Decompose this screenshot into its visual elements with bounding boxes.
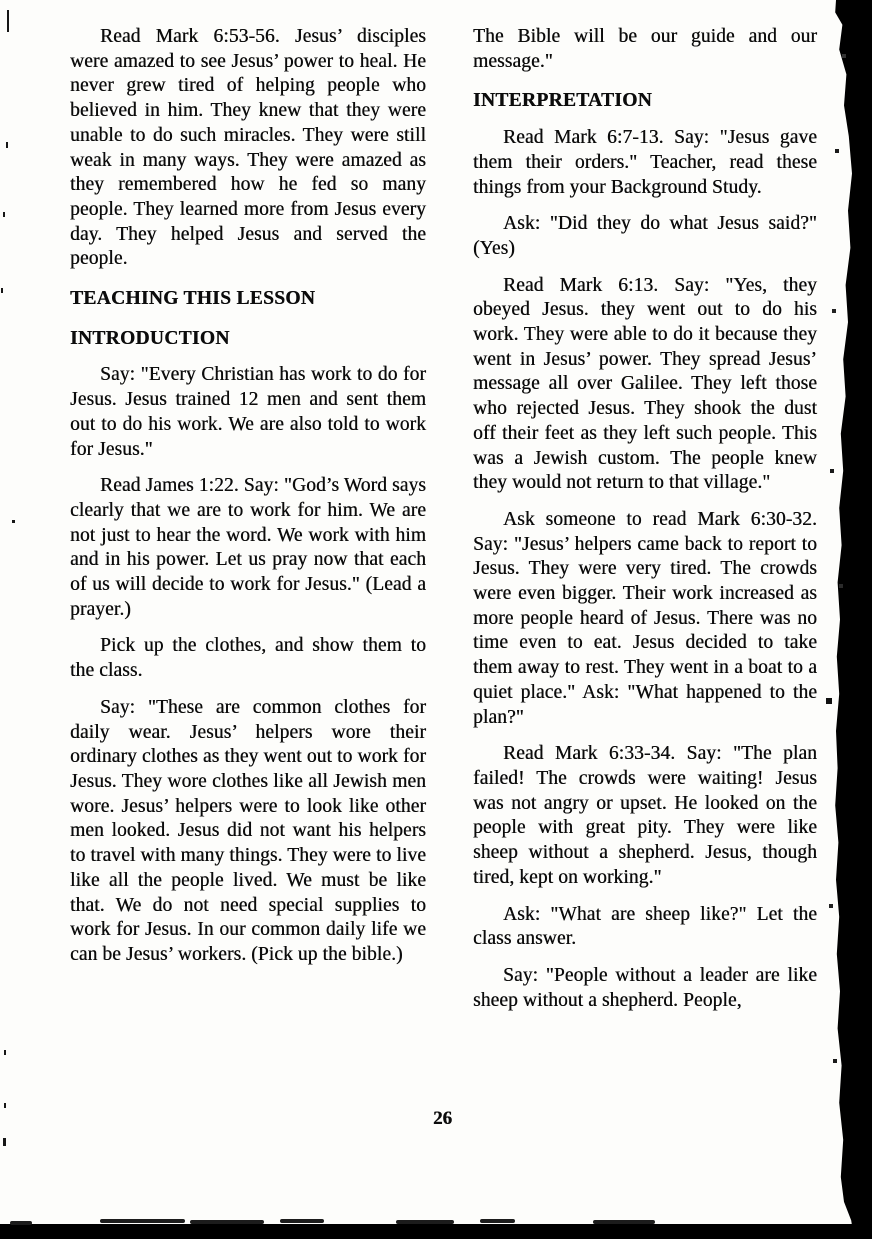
scan-artifact-dash — [100, 1219, 185, 1223]
paragraph: Read Mark 6:7-13. Say: "Jesus gave them their orders." Teacher, read these things from your Background Study. — [473, 127, 817, 198]
scan-artifact-dash — [396, 1220, 454, 1224]
paragraph: Read Mark 6:53-56. Jesus’ disciples were amazed to see Jesus’ power to heal. He never grew tired of helping people who believed in him. They knew that they were unable to do such miracles. They were still weak in many ways. They were amazed as they remembered how he fed so many people. They learned more from Jesus every day. They helped Jesus and served the people. — [70, 26, 426, 270]
scan-artifact-dash — [480, 1219, 515, 1223]
scan-artifact-bottom-bar — [0, 1224, 872, 1239]
section-heading: TEACHING THIS LESSON — [70, 288, 316, 310]
paragraph: Read Mark 6:33-34. Say: "The plan failed! The crowds were waiting! Jesus was not angry or upset. He looked on the people with great pity. They were like sheep without a shepherd. Jesus, though tired, kept on working." — [473, 743, 817, 888]
paragraph: Ask: "Did they do what Jesus said?" (Yes) — [473, 213, 817, 259]
right-column — [473, 25, 817, 1013]
scan-artifact-left-mark — [7, 10, 9, 32]
page-number: 26 — [433, 1108, 452, 1129]
scan-artifact-left-mark — [4, 1103, 6, 1108]
paragraph: Say: "People without a leader are like sheep without a shepherd. People, — [473, 964, 817, 1011]
scan-artifact-dash — [593, 1220, 655, 1224]
paragraph: Say: "These are common clothes for daily wear. Jesus’ helpers wore their ordinary clothes as they went out to work for Jesus. They wore clothes like all Jewish men wore. Jesus’ helpers were to look like other men looked. Jesus did not want his helpers to travel with many things. They were to live like all the people lived. We must be like that. We do not need special supplies to work for Jesus. In our common daily life we can be Jesus’ workers. (Pick up the bible.) — [70, 696, 426, 965]
scan-artifact-left-mark — [3, 1138, 6, 1146]
paragraph: Read James 1:22. Say: "God’s Word says clearly that we are to work for him. We are not just to hear the word. We work with him and in his power. Let us pray now that each of us will decide to work for Jesus." (Lead a prayer.) — [70, 475, 426, 620]
paragraph: The Bible will be our guide and our message." — [473, 26, 817, 72]
scan-artifact-dash — [10, 1221, 32, 1225]
paragraph: Pick up the clothes, and show them to the class. — [70, 635, 426, 682]
left-column — [70, 25, 426, 1013]
scan-artifact-right-edge-band — [832, 0, 872, 1239]
scan-artifact-left-mark — [6, 142, 8, 148]
paragraph: Ask: "What are sheep like?" Let the class answer. — [473, 903, 817, 950]
scan-artifact-dash — [190, 1220, 264, 1224]
scan-artifact-left-mark — [1, 288, 3, 293]
scan-artifact-speckles — [0, 0, 2, 2]
paragraph: Read Mark 6:13. Say: "Yes, they obeyed Jesus. they went out to do his work. They were able to do it because they went in Jesus’ power. They spread Jesus’ message all over Galilee. They left those who rejected Jesus. They shook the dust off their feet as they left such people. This was a Jewish custom. The people knew they would not return to that village." — [473, 274, 817, 494]
paragraph: Ask someone to read Mark 6:30-32. Say: "Jesus’ helpers came back to report to Jesus. They were very tired. The crowds were even bigger. Their work increased as more people heard of Jesus. There was no time even to eat. Jesus decided to take them away to rest. They went in a boat to a quiet place." Ask: "What happened to the plan?" — [473, 508, 817, 728]
paragraph: Say: "Every Christian has work to do for Jesus. Jesus trained 12 men and sent them out to do his work. We are also told to work for Jesus." — [70, 364, 426, 460]
section-heading: INTERPRETATION — [473, 90, 653, 112]
scan-artifact-left-mark — [12, 520, 15, 523]
scan-artifact-left-mark — [3, 212, 5, 217]
section-heading: INTRODUCTION — [70, 327, 230, 349]
scan-artifact-dash — [280, 1219, 324, 1223]
two-column-text — [70, 25, 817, 1013]
scan-artifact-left-mark — [4, 1050, 6, 1055]
